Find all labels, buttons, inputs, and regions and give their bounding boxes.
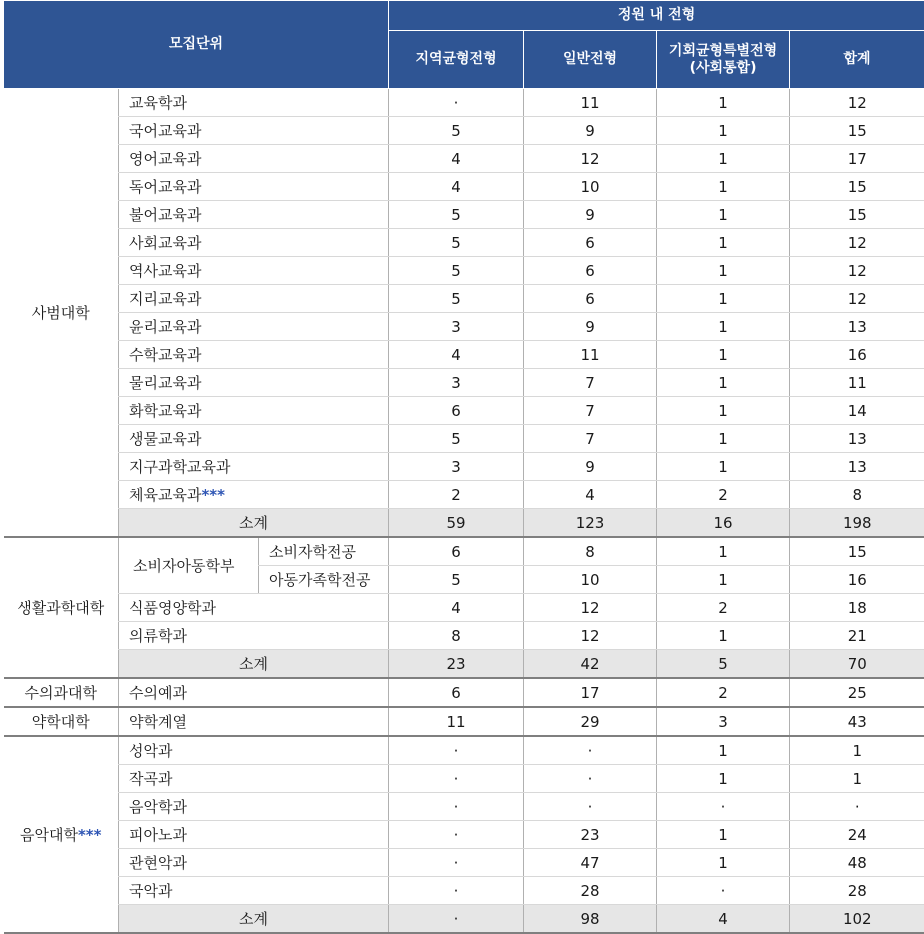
total-value: 12 xyxy=(790,89,924,117)
subtotal-opportunity: 5 xyxy=(657,650,790,679)
dept-name: 음악학과 xyxy=(119,793,389,821)
general-value: 29 xyxy=(524,707,657,736)
dept-name: 의류학과 xyxy=(119,622,389,650)
total-value: 28 xyxy=(790,877,924,905)
total-value: 15 xyxy=(790,117,924,145)
opportunity-value: 1 xyxy=(657,537,790,566)
opportunity-value: 2 xyxy=(657,594,790,622)
college-eumak xyxy=(4,736,119,933)
total-value: 24 xyxy=(790,821,924,849)
major-name: 소비자학전공 xyxy=(259,537,389,566)
total-value: 8 xyxy=(790,481,924,509)
opportunity-value: · xyxy=(657,877,790,905)
regional-value: 4 xyxy=(389,173,524,201)
dept-name: 지리교육과 xyxy=(119,285,389,313)
total-value: 43 xyxy=(790,707,924,736)
opportunity-value: 1 xyxy=(657,145,790,173)
general-value: 8 xyxy=(524,537,657,566)
regional-value: 5 xyxy=(389,229,524,257)
total-value: 15 xyxy=(790,173,924,201)
dept-name: 영어교육과 xyxy=(119,145,389,173)
regional-value: 3 xyxy=(389,369,524,397)
general-value: 12 xyxy=(524,622,657,650)
total-value: 11 xyxy=(790,369,924,397)
regional-value: 5 xyxy=(389,257,524,285)
general-value: 47 xyxy=(524,849,657,877)
general-value: 7 xyxy=(524,425,657,453)
opportunity-value: 1 xyxy=(657,313,790,341)
header-general: 일반전형 xyxy=(524,31,657,89)
total-value: 12 xyxy=(790,257,924,285)
total-value: 16 xyxy=(790,341,924,369)
college-saenghwal: 생활과학대학 xyxy=(4,537,119,678)
opportunity-value: 1 xyxy=(657,453,790,481)
opportunity-value: 1 xyxy=(657,257,790,285)
opportunity-value: 1 xyxy=(657,285,790,313)
general-value: 9 xyxy=(524,453,657,481)
regional-value: 4 xyxy=(389,145,524,173)
subtotal-regional: 59 xyxy=(389,509,524,538)
regional-value: 5 xyxy=(389,566,524,594)
regional-value: 5 xyxy=(389,201,524,229)
dept-name: 독어교육과 xyxy=(119,173,389,201)
regional-value: 6 xyxy=(389,537,524,566)
total-value: 15 xyxy=(790,537,924,566)
general-value: · xyxy=(524,736,657,765)
subtotal-general: 98 xyxy=(524,905,657,934)
regional-value: 11 xyxy=(389,707,524,736)
total-value: 17 xyxy=(790,145,924,173)
regional-value: 4 xyxy=(389,594,524,622)
header-opportunity-line1: 기회균형특별전형 xyxy=(668,42,778,59)
total-value: 25 xyxy=(790,678,924,707)
regional-value: 6 xyxy=(389,678,524,707)
general-value: 23 xyxy=(524,821,657,849)
dept-name: 역사교육과 xyxy=(119,257,389,285)
total-value: 18 xyxy=(790,594,924,622)
total-value: 12 xyxy=(790,285,924,313)
general-value: 12 xyxy=(524,145,657,173)
dept-name: 작곡과 xyxy=(119,765,389,793)
regional-value: · xyxy=(389,877,524,905)
regional-value: 8 xyxy=(389,622,524,650)
subtotal-regional: 23 xyxy=(389,650,524,679)
general-value: 4 xyxy=(524,481,657,509)
dept-name: 수의예과 xyxy=(119,678,389,707)
regional-value: 6 xyxy=(389,397,524,425)
dept-name: 윤리교육과 xyxy=(119,313,389,341)
general-value: 6 xyxy=(524,285,657,313)
header-recruit-unit: 모집단위 xyxy=(4,1,389,89)
college-yak: 약학대학 xyxy=(4,707,119,736)
regional-value: 5 xyxy=(389,117,524,145)
total-value: 1 xyxy=(790,736,924,765)
opportunity-value: 1 xyxy=(657,622,790,650)
regional-value: · xyxy=(389,736,524,765)
footnote-marker: *** xyxy=(77,826,102,844)
subtotal-label: 소계 xyxy=(119,509,389,538)
dept-name: 피아노과 xyxy=(119,821,389,849)
opportunity-value: 1 xyxy=(657,849,790,877)
header-opportunity-line2: (사회통합) xyxy=(689,59,757,76)
total-value: 13 xyxy=(790,313,924,341)
regional-value: · xyxy=(389,849,524,877)
dept-name: 성악과 xyxy=(119,736,389,765)
dept-name-pe xyxy=(119,481,389,509)
admission-quota-table xyxy=(3,0,924,934)
dept-name: 관현악과 xyxy=(119,849,389,877)
dept-consumer-child: 소비자아동학부 xyxy=(119,537,259,594)
general-value: 10 xyxy=(524,566,657,594)
dept-name: 불어교육과 xyxy=(119,201,389,229)
general-value: 28 xyxy=(524,877,657,905)
total-value: 13 xyxy=(790,453,924,481)
regional-value: 5 xyxy=(389,285,524,313)
opportunity-value: 1 xyxy=(657,736,790,765)
regional-value: 5 xyxy=(389,425,524,453)
subtotal-opportunity: 16 xyxy=(657,509,790,538)
opportunity-value: 1 xyxy=(657,173,790,201)
dept-name: 사회교육과 xyxy=(119,229,389,257)
opportunity-value: 3 xyxy=(657,707,790,736)
major-name: 아동가족학전공 xyxy=(259,566,389,594)
dept-name: 물리교육과 xyxy=(119,369,389,397)
total-value: 1 xyxy=(790,765,924,793)
subtotal-total: 70 xyxy=(790,650,924,679)
header-quota-group: 정원 내 전형 xyxy=(389,1,924,31)
opportunity-value: 1 xyxy=(657,566,790,594)
general-value: · xyxy=(524,793,657,821)
regional-value: · xyxy=(389,89,524,117)
general-value: · xyxy=(524,765,657,793)
general-value: 6 xyxy=(524,229,657,257)
total-value: 16 xyxy=(790,566,924,594)
general-value: 10 xyxy=(524,173,657,201)
regional-value: 2 xyxy=(389,481,524,509)
subtotal-general: 42 xyxy=(524,650,657,679)
total-value: 48 xyxy=(790,849,924,877)
subtotal-label: 소계 xyxy=(119,905,389,934)
total-value: · xyxy=(790,793,924,821)
header-total: 합계 xyxy=(790,31,924,89)
dept-name: 교육학과 xyxy=(119,89,389,117)
general-value: 11 xyxy=(524,341,657,369)
dept-name: 생물교육과 xyxy=(119,425,389,453)
general-value: 6 xyxy=(524,257,657,285)
total-value: 21 xyxy=(790,622,924,650)
opportunity-value: 1 xyxy=(657,117,790,145)
general-value: 17 xyxy=(524,678,657,707)
footnote-marker: *** xyxy=(201,486,225,504)
dept-name: 수학교육과 xyxy=(119,341,389,369)
college-suui: 수의과대학 xyxy=(4,678,119,707)
general-value: 12 xyxy=(524,594,657,622)
opportunity-value: 1 xyxy=(657,341,790,369)
opportunity-value: 1 xyxy=(657,425,790,453)
regional-value: · xyxy=(389,765,524,793)
general-value: 7 xyxy=(524,397,657,425)
subtotal-total: 102 xyxy=(790,905,924,934)
general-value: 7 xyxy=(524,369,657,397)
subtotal-opportunity: 4 xyxy=(657,905,790,934)
opportunity-value: 1 xyxy=(657,821,790,849)
total-value: 12 xyxy=(790,229,924,257)
header-regional: 지역균형전형 xyxy=(389,31,524,89)
college-eumak-name: 음악대학 xyxy=(19,826,78,844)
opportunity-value: 1 xyxy=(657,369,790,397)
dept-name: 화학교육과 xyxy=(119,397,389,425)
general-value: 9 xyxy=(524,313,657,341)
subtotal-regional: · xyxy=(389,905,524,934)
general-value: 9 xyxy=(524,201,657,229)
subtotal-general: 123 xyxy=(524,509,657,538)
opportunity-value: 2 xyxy=(657,678,790,707)
regional-value: 3 xyxy=(389,453,524,481)
opportunity-value: 1 xyxy=(657,397,790,425)
dept-name: 약학계열 xyxy=(119,707,389,736)
college-sabeom: 사범대학 xyxy=(4,89,119,538)
dept-name: 국어교육과 xyxy=(119,117,389,145)
regional-value: 4 xyxy=(389,341,524,369)
regional-value: · xyxy=(389,821,524,849)
dept-name: 식품영양학과 xyxy=(119,594,389,622)
general-value: 11 xyxy=(524,89,657,117)
subtotal-label: 소계 xyxy=(119,650,389,679)
opportunity-value: 1 xyxy=(657,89,790,117)
subtotal-total: 198 xyxy=(790,509,924,538)
opportunity-value: · xyxy=(657,793,790,821)
total-value: 15 xyxy=(790,201,924,229)
dept-name: 국악과 xyxy=(119,877,389,905)
total-value: 13 xyxy=(790,425,924,453)
opportunity-value: 1 xyxy=(657,201,790,229)
dept-name: 지구과학교육과 xyxy=(119,453,389,481)
regional-value: 3 xyxy=(389,313,524,341)
total-value: 14 xyxy=(790,397,924,425)
header-opportunity xyxy=(657,31,790,89)
regional-value: · xyxy=(389,793,524,821)
opportunity-value: 1 xyxy=(657,765,790,793)
opportunity-value: 2 xyxy=(657,481,790,509)
general-value: 9 xyxy=(524,117,657,145)
opportunity-value: 1 xyxy=(657,229,790,257)
dept-name-text: 체육교육과 xyxy=(129,486,202,504)
